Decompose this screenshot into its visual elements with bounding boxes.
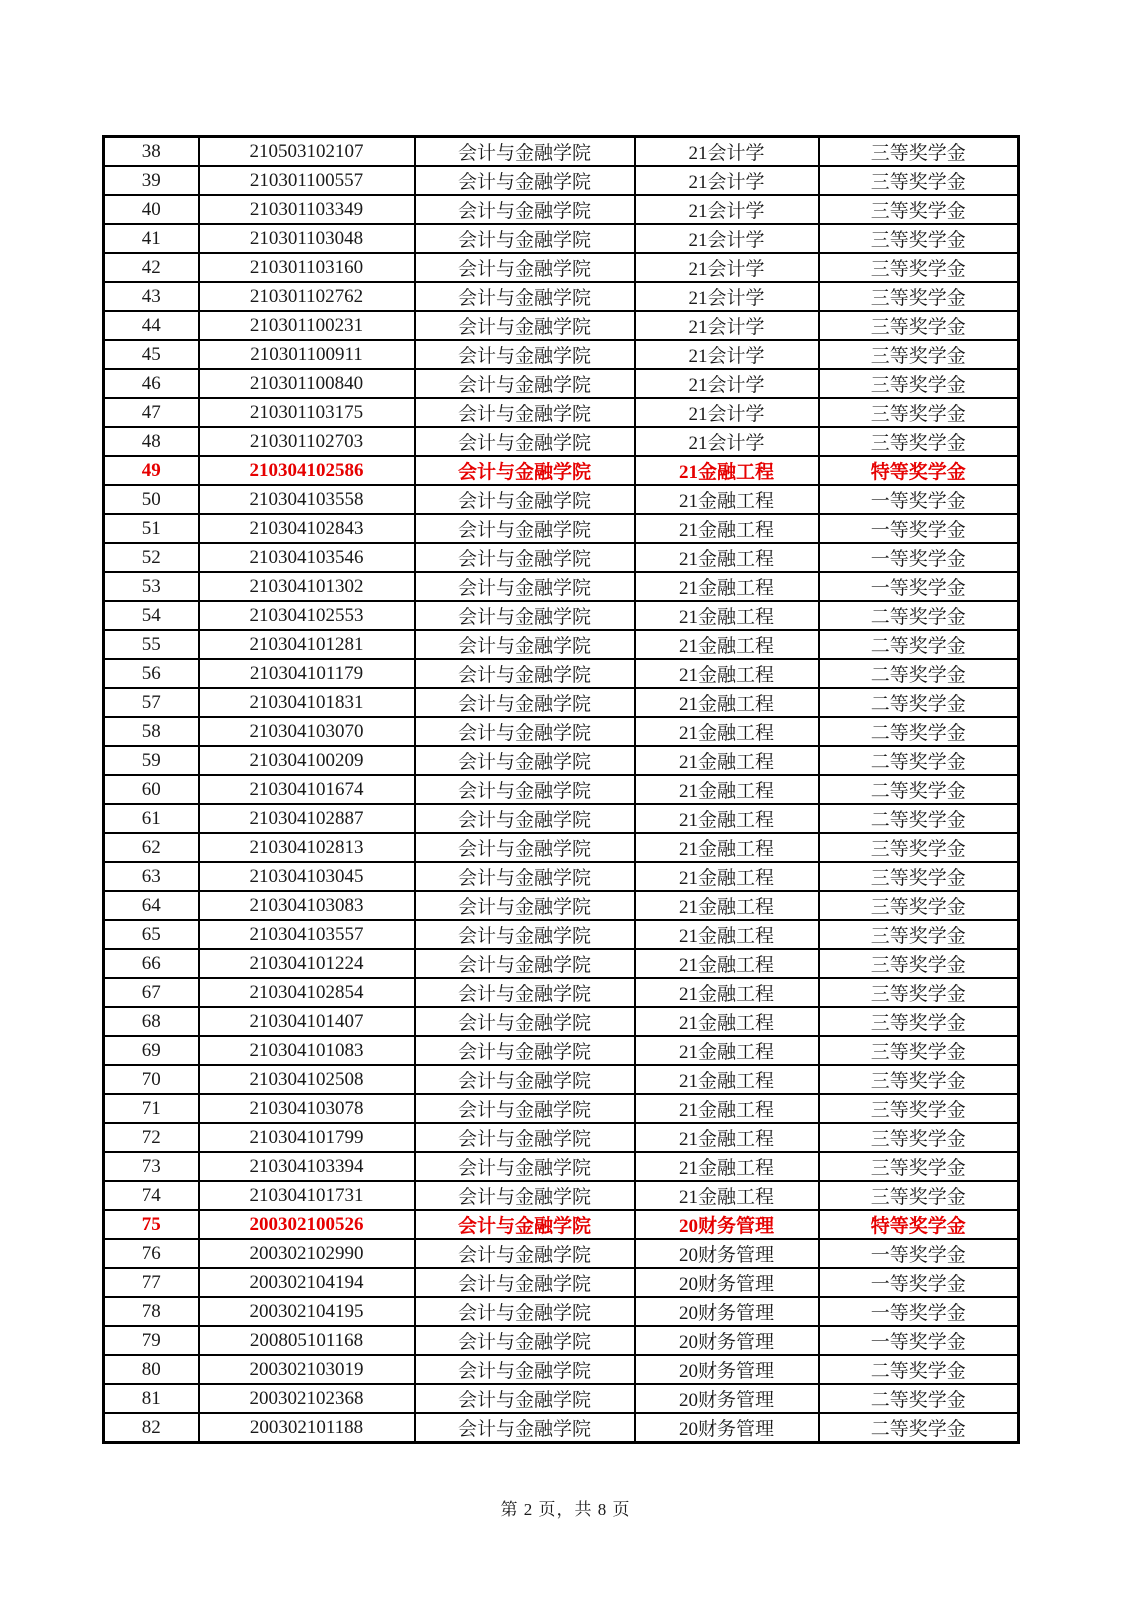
award-cell: 二等奖学金 xyxy=(819,688,1019,717)
student-id-cell: 210304103546 xyxy=(199,543,415,572)
award-cell: 三等奖学金 xyxy=(819,920,1019,949)
major-cell: 21金融工程 xyxy=(635,1094,819,1123)
award-cell: 三等奖学金 xyxy=(819,253,1019,282)
table-row xyxy=(104,1413,1019,1443)
row-number-cell: 73 xyxy=(104,1152,199,1181)
major-cell: 21金融工程 xyxy=(635,833,819,862)
student-id-cell: 200302100526 xyxy=(199,1210,415,1239)
major-cell: 20财务管理 xyxy=(635,1268,819,1297)
table-row xyxy=(104,1007,1019,1036)
college-cell: 会计与金融学院 xyxy=(415,1210,635,1239)
award-cell: 三等奖学金 xyxy=(819,978,1019,1007)
award-cell: 三等奖学金 xyxy=(819,398,1019,427)
row-number-cell: 49 xyxy=(104,456,199,485)
major-cell: 21会计学 xyxy=(635,137,819,167)
award-cell: 二等奖学金 xyxy=(819,659,1019,688)
student-id-cell: 200302104194 xyxy=(199,1268,415,1297)
student-id-cell: 210304103557 xyxy=(199,920,415,949)
college-cell: 会计与金融学院 xyxy=(415,572,635,601)
row-number-cell: 45 xyxy=(104,340,199,369)
major-cell: 20财务管理 xyxy=(635,1384,819,1413)
row-number-cell: 68 xyxy=(104,1007,199,1036)
row-number-cell: 46 xyxy=(104,369,199,398)
college-cell: 会计与金融学院 xyxy=(415,340,635,369)
table-row xyxy=(104,1152,1019,1181)
award-cell: 三等奖学金 xyxy=(819,369,1019,398)
major-cell: 21金融工程 xyxy=(635,688,819,717)
major-cell: 21金融工程 xyxy=(635,891,819,920)
award-cell: 三等奖学金 xyxy=(819,224,1019,253)
college-cell: 会计与金融学院 xyxy=(415,862,635,891)
award-cell: 一等奖学金 xyxy=(819,1239,1019,1268)
table-row xyxy=(104,572,1019,601)
student-id-cell: 210304101799 xyxy=(199,1123,415,1152)
college-cell: 会计与金融学院 xyxy=(415,920,635,949)
college-cell: 会计与金融学院 xyxy=(415,543,635,572)
row-number-cell: 59 xyxy=(104,746,199,775)
major-cell: 21会计学 xyxy=(635,166,819,195)
student-id-cell: 210301103349 xyxy=(199,195,415,224)
college-cell: 会计与金融学院 xyxy=(415,195,635,224)
student-id-cell: 210304102553 xyxy=(199,601,415,630)
award-cell: 一等奖学金 xyxy=(819,514,1019,543)
table-row xyxy=(104,514,1019,543)
award-cell: 特等奖学金 xyxy=(819,1210,1019,1239)
row-number-cell: 64 xyxy=(104,891,199,920)
award-cell: 一等奖学金 xyxy=(819,1326,1019,1355)
row-number-cell: 50 xyxy=(104,485,199,514)
major-cell: 20财务管理 xyxy=(635,1413,819,1443)
award-cell: 特等奖学金 xyxy=(819,456,1019,485)
table-row xyxy=(104,920,1019,949)
college-cell: 会计与金融学院 xyxy=(415,166,635,195)
major-cell: 21金融工程 xyxy=(635,572,819,601)
student-id-cell: 210301100840 xyxy=(199,369,415,398)
row-number-cell: 72 xyxy=(104,1123,199,1152)
row-number-cell: 74 xyxy=(104,1181,199,1210)
table-row xyxy=(104,1268,1019,1297)
table-row xyxy=(104,891,1019,920)
row-number-cell: 75 xyxy=(104,1210,199,1239)
table-row xyxy=(104,253,1019,282)
award-cell: 三等奖学金 xyxy=(819,1065,1019,1094)
table-row xyxy=(104,1123,1019,1152)
college-cell: 会计与金融学院 xyxy=(415,1326,635,1355)
major-cell: 21会计学 xyxy=(635,340,819,369)
student-id-cell: 210304102508 xyxy=(199,1065,415,1094)
table-row xyxy=(104,717,1019,746)
student-id-cell: 210304101281 xyxy=(199,630,415,659)
college-cell: 会计与金融学院 xyxy=(415,456,635,485)
college-cell: 会计与金融学院 xyxy=(415,311,635,340)
major-cell: 21会计学 xyxy=(635,311,819,340)
student-id-cell: 200302102990 xyxy=(199,1239,415,1268)
table-row xyxy=(104,224,1019,253)
table-row xyxy=(104,282,1019,311)
award-cell: 三等奖学金 xyxy=(819,862,1019,891)
row-number-cell: 79 xyxy=(104,1326,199,1355)
table-row xyxy=(104,1326,1019,1355)
student-id-cell: 210301103160 xyxy=(199,253,415,282)
major-cell: 21金融工程 xyxy=(635,659,819,688)
table-row xyxy=(104,1065,1019,1094)
college-cell: 会计与金融学院 xyxy=(415,1036,635,1065)
award-cell: 三等奖学金 xyxy=(819,1181,1019,1210)
college-cell: 会计与金融学院 xyxy=(415,485,635,514)
row-number-cell: 67 xyxy=(104,978,199,1007)
table-row xyxy=(104,1355,1019,1384)
row-number-cell: 58 xyxy=(104,717,199,746)
table-row xyxy=(104,862,1019,891)
major-cell: 21金融工程 xyxy=(635,601,819,630)
student-id-cell: 210304103045 xyxy=(199,862,415,891)
row-number-cell: 57 xyxy=(104,688,199,717)
student-id-cell: 210503102107 xyxy=(199,137,415,167)
college-cell: 会计与金融学院 xyxy=(415,688,635,717)
row-number-cell: 41 xyxy=(104,224,199,253)
award-cell: 二等奖学金 xyxy=(819,1355,1019,1384)
college-cell: 会计与金融学院 xyxy=(415,514,635,543)
major-cell: 21金融工程 xyxy=(635,746,819,775)
row-number-cell: 52 xyxy=(104,543,199,572)
college-cell: 会计与金融学院 xyxy=(415,978,635,1007)
college-cell: 会计与金融学院 xyxy=(415,282,635,311)
award-cell: 二等奖学金 xyxy=(819,775,1019,804)
award-cell: 二等奖学金 xyxy=(819,804,1019,833)
student-id-cell: 210301100231 xyxy=(199,311,415,340)
award-cell: 三等奖学金 xyxy=(819,1036,1019,1065)
student-id-cell: 210304103078 xyxy=(199,1094,415,1123)
college-cell: 会计与金融学院 xyxy=(415,398,635,427)
major-cell: 21会计学 xyxy=(635,195,819,224)
table-row xyxy=(104,659,1019,688)
major-cell: 20财务管理 xyxy=(635,1326,819,1355)
row-number-cell: 65 xyxy=(104,920,199,949)
major-cell: 21金融工程 xyxy=(635,949,819,978)
table-row xyxy=(104,195,1019,224)
student-id-cell: 210304101302 xyxy=(199,572,415,601)
major-cell: 21金融工程 xyxy=(635,1181,819,1210)
table-row xyxy=(104,1036,1019,1065)
major-cell: 21金融工程 xyxy=(635,543,819,572)
student-id-cell: 210301100911 xyxy=(199,340,415,369)
row-number-cell: 54 xyxy=(104,601,199,630)
student-id-cell: 210304102813 xyxy=(199,833,415,862)
major-cell: 21金融工程 xyxy=(635,1065,819,1094)
row-number-cell: 80 xyxy=(104,1355,199,1384)
student-id-cell: 210304102854 xyxy=(199,978,415,1007)
table-row xyxy=(104,1210,1019,1239)
student-id-cell: 210304101674 xyxy=(199,775,415,804)
college-cell: 会计与金融学院 xyxy=(415,1355,635,1384)
row-number-cell: 81 xyxy=(104,1384,199,1413)
table-row xyxy=(104,340,1019,369)
award-cell: 三等奖学金 xyxy=(819,949,1019,978)
college-cell: 会计与金融学院 xyxy=(415,1297,635,1326)
table-row xyxy=(104,949,1019,978)
row-number-cell: 60 xyxy=(104,775,199,804)
student-id-cell: 210304102586 xyxy=(199,456,415,485)
student-id-cell: 200302101188 xyxy=(199,1413,415,1443)
student-id-cell: 210301102703 xyxy=(199,427,415,456)
major-cell: 21会计学 xyxy=(635,398,819,427)
row-number-cell: 51 xyxy=(104,514,199,543)
award-cell: 一等奖学金 xyxy=(819,485,1019,514)
college-cell: 会计与金融学院 xyxy=(415,804,635,833)
row-number-cell: 47 xyxy=(104,398,199,427)
student-id-cell: 200302103019 xyxy=(199,1355,415,1384)
award-cell: 二等奖学金 xyxy=(819,601,1019,630)
student-id-cell: 210304101083 xyxy=(199,1036,415,1065)
student-id-cell: 210301103175 xyxy=(199,398,415,427)
major-cell: 20财务管理 xyxy=(635,1297,819,1326)
award-cell: 三等奖学金 xyxy=(819,1007,1019,1036)
major-cell: 21金融工程 xyxy=(635,1007,819,1036)
award-cell: 二等奖学金 xyxy=(819,630,1019,659)
award-cell: 二等奖学金 xyxy=(819,717,1019,746)
table-row xyxy=(104,630,1019,659)
major-cell: 20财务管理 xyxy=(635,1355,819,1384)
college-cell: 会计与金融学院 xyxy=(415,1268,635,1297)
page-footer: 第 2 页，共 8 页 xyxy=(500,1500,631,1519)
major-cell: 21金融工程 xyxy=(635,630,819,659)
college-cell: 会计与金融学院 xyxy=(415,427,635,456)
award-cell: 三等奖学金 xyxy=(819,282,1019,311)
student-id-cell: 210304103394 xyxy=(199,1152,415,1181)
scholarship-table-body xyxy=(104,137,1019,1443)
major-cell: 21金融工程 xyxy=(635,920,819,949)
table-row xyxy=(104,1181,1019,1210)
college-cell: 会计与金融学院 xyxy=(415,717,635,746)
table-row xyxy=(104,427,1019,456)
student-id-cell: 210304102887 xyxy=(199,804,415,833)
award-cell: 三等奖学金 xyxy=(819,340,1019,369)
college-cell: 会计与金融学院 xyxy=(415,1094,635,1123)
row-number-cell: 62 xyxy=(104,833,199,862)
college-cell: 会计与金融学院 xyxy=(415,1152,635,1181)
student-id-cell: 210301100557 xyxy=(199,166,415,195)
award-cell: 一等奖学金 xyxy=(819,1297,1019,1326)
student-id-cell: 210304101831 xyxy=(199,688,415,717)
college-cell: 会计与金融学院 xyxy=(415,224,635,253)
student-id-cell: 210304101407 xyxy=(199,1007,415,1036)
major-cell: 21金融工程 xyxy=(635,485,819,514)
table-row xyxy=(104,398,1019,427)
major-cell: 21金融工程 xyxy=(635,717,819,746)
major-cell: 21金融工程 xyxy=(635,804,819,833)
major-cell: 21金融工程 xyxy=(635,514,819,543)
major-cell: 21会计学 xyxy=(635,253,819,282)
student-id-cell: 210304103070 xyxy=(199,717,415,746)
row-number-cell: 44 xyxy=(104,311,199,340)
student-id-cell: 210304102843 xyxy=(199,514,415,543)
award-cell: 三等奖学金 xyxy=(819,1094,1019,1123)
college-cell: 会计与金融学院 xyxy=(415,630,635,659)
row-number-cell: 82 xyxy=(104,1413,199,1443)
major-cell: 21金融工程 xyxy=(635,978,819,1007)
row-number-cell: 40 xyxy=(104,195,199,224)
row-number-cell: 63 xyxy=(104,862,199,891)
student-id-cell: 200302102368 xyxy=(199,1384,415,1413)
major-cell: 21会计学 xyxy=(635,369,819,398)
table-row xyxy=(104,775,1019,804)
major-cell: 21金融工程 xyxy=(635,862,819,891)
student-id-cell: 210301102762 xyxy=(199,282,415,311)
row-number-cell: 71 xyxy=(104,1094,199,1123)
award-cell: 三等奖学金 xyxy=(819,427,1019,456)
major-cell: 20财务管理 xyxy=(635,1210,819,1239)
table-row xyxy=(104,166,1019,195)
major-cell: 21金融工程 xyxy=(635,1152,819,1181)
award-cell: 三等奖学金 xyxy=(819,137,1019,167)
student-id-cell: 200805101168 xyxy=(199,1326,415,1355)
row-number-cell: 48 xyxy=(104,427,199,456)
college-cell: 会计与金融学院 xyxy=(415,659,635,688)
college-cell: 会计与金融学院 xyxy=(415,253,635,282)
award-cell: 一等奖学金 xyxy=(819,572,1019,601)
college-cell: 会计与金融学院 xyxy=(415,891,635,920)
row-number-cell: 76 xyxy=(104,1239,199,1268)
row-number-cell: 69 xyxy=(104,1036,199,1065)
major-cell: 21金融工程 xyxy=(635,456,819,485)
award-cell: 三等奖学金 xyxy=(819,891,1019,920)
row-number-cell: 42 xyxy=(104,253,199,282)
award-cell: 三等奖学金 xyxy=(819,195,1019,224)
major-cell: 21会计学 xyxy=(635,224,819,253)
student-id-cell: 210301103048 xyxy=(199,224,415,253)
major-cell: 21金融工程 xyxy=(635,1123,819,1152)
table-row xyxy=(104,978,1019,1007)
table-row xyxy=(104,1384,1019,1413)
table-row xyxy=(104,485,1019,514)
college-cell: 会计与金融学院 xyxy=(415,369,635,398)
award-cell: 一等奖学金 xyxy=(819,543,1019,572)
row-number-cell: 66 xyxy=(104,949,199,978)
table-row xyxy=(104,311,1019,340)
row-number-cell: 43 xyxy=(104,282,199,311)
table-row xyxy=(104,1239,1019,1268)
row-number-cell: 78 xyxy=(104,1297,199,1326)
award-cell: 二等奖学金 xyxy=(819,1384,1019,1413)
college-cell: 会计与金融学院 xyxy=(415,1413,635,1443)
college-cell: 会计与金融学院 xyxy=(415,746,635,775)
table-row xyxy=(104,1297,1019,1326)
award-cell: 三等奖学金 xyxy=(819,833,1019,862)
award-cell: 三等奖学金 xyxy=(819,166,1019,195)
award-cell: 二等奖学金 xyxy=(819,746,1019,775)
row-number-cell: 77 xyxy=(104,1268,199,1297)
row-number-cell: 39 xyxy=(104,166,199,195)
college-cell: 会计与金融学院 xyxy=(415,1123,635,1152)
college-cell: 会计与金融学院 xyxy=(415,1239,635,1268)
table-row xyxy=(104,456,1019,485)
award-cell: 三等奖学金 xyxy=(819,1152,1019,1181)
award-cell: 三等奖学金 xyxy=(819,1123,1019,1152)
table-row xyxy=(104,688,1019,717)
major-cell: 21会计学 xyxy=(635,282,819,311)
award-cell: 一等奖学金 xyxy=(819,1268,1019,1297)
row-number-cell: 38 xyxy=(104,137,199,167)
table-row xyxy=(104,601,1019,630)
student-id-cell: 210304101224 xyxy=(199,949,415,978)
college-cell: 会计与金融学院 xyxy=(415,1007,635,1036)
college-cell: 会计与金融学院 xyxy=(415,1384,635,1413)
row-number-cell: 53 xyxy=(104,572,199,601)
table-row xyxy=(104,543,1019,572)
major-cell: 21金融工程 xyxy=(635,1036,819,1065)
major-cell: 20财务管理 xyxy=(635,1239,819,1268)
major-cell: 21金融工程 xyxy=(635,775,819,804)
student-id-cell: 210304103083 xyxy=(199,891,415,920)
college-cell: 会计与金融学院 xyxy=(415,1065,635,1094)
student-id-cell: 210304100209 xyxy=(199,746,415,775)
table-row xyxy=(104,137,1019,167)
row-number-cell: 55 xyxy=(104,630,199,659)
student-id-cell: 210304103558 xyxy=(199,485,415,514)
award-cell: 三等奖学金 xyxy=(819,311,1019,340)
table-row xyxy=(104,369,1019,398)
row-number-cell: 56 xyxy=(104,659,199,688)
student-id-cell: 210304101179 xyxy=(199,659,415,688)
table-row xyxy=(104,833,1019,862)
major-cell: 21会计学 xyxy=(635,427,819,456)
college-cell: 会计与金融学院 xyxy=(415,775,635,804)
college-cell: 会计与金融学院 xyxy=(415,1181,635,1210)
award-cell: 二等奖学金 xyxy=(819,1413,1019,1443)
table-row xyxy=(104,1094,1019,1123)
row-number-cell: 61 xyxy=(104,804,199,833)
row-number-cell: 70 xyxy=(104,1065,199,1094)
student-id-cell: 210304101731 xyxy=(199,1181,415,1210)
college-cell: 会计与金融学院 xyxy=(415,833,635,862)
table-row xyxy=(104,804,1019,833)
college-cell: 会计与金融学院 xyxy=(415,137,635,167)
scholarship-table xyxy=(102,135,1020,1444)
table-row xyxy=(104,746,1019,775)
student-id-cell: 200302104195 xyxy=(199,1297,415,1326)
college-cell: 会计与金融学院 xyxy=(415,601,635,630)
college-cell: 会计与金融学院 xyxy=(415,949,635,978)
